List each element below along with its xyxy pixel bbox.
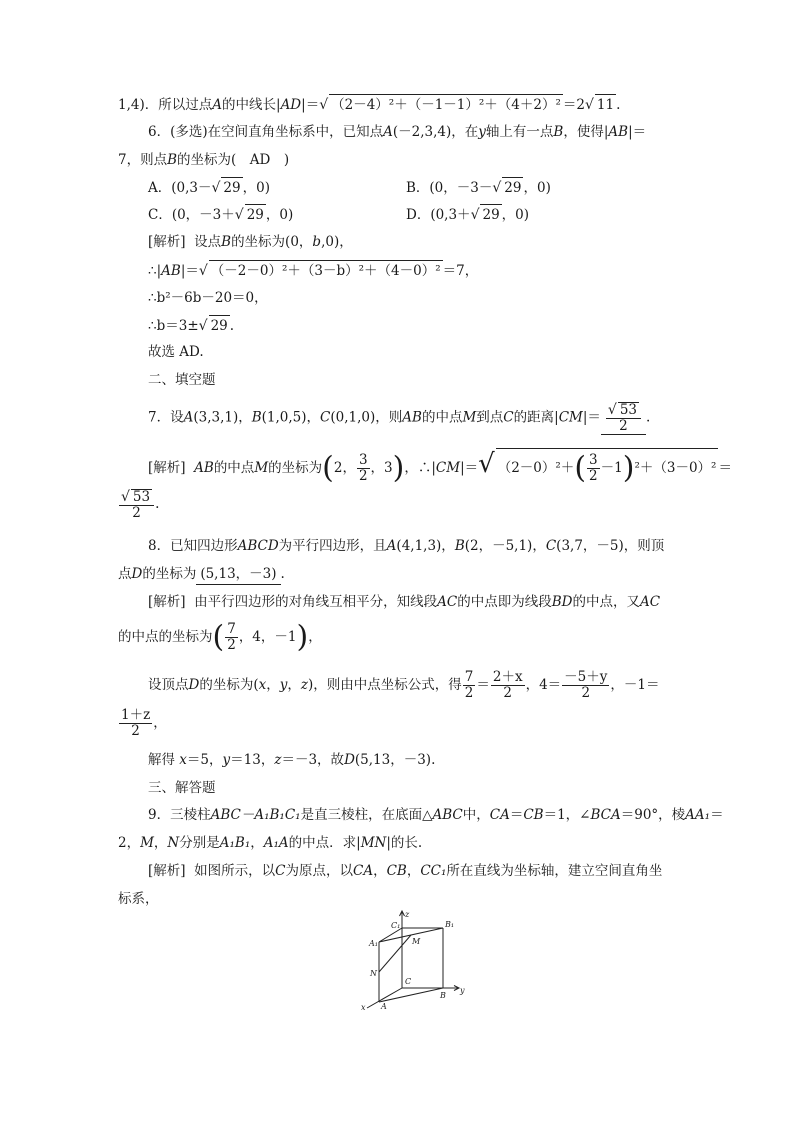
q6-solution-line4: ∴b＝3±√ 29 .	[148, 315, 234, 336]
q8-solution-line1: [解析] 由平行四边形的对角线互相平分，知线段AC的中点即为线段BD的中点，又AC	[148, 594, 661, 610]
label-n: N	[370, 969, 377, 978]
q9-stem-line1: 9．三棱柱ABC－A₁B₁C₁是直三棱柱，在底面△ABC中，CA＝CB＝1，∠BCA＝90°，棱AA₁＝	[148, 807, 724, 823]
q9-stem-line2: 2，M，N分别是A₁B₁，A₁A的中点．求|MN|的长.	[118, 835, 423, 851]
label-y: y	[460, 986, 465, 995]
q7-solution-line1: [解析] AB的中点M的坐标为(2， $\frac{3}{2}$ ，3)，∴|CM|＝√ （2－0）²＋( $\frac{3}{2}$ －1)²＋（3－0）² ＝	[148, 449, 732, 486]
q7-answer: $\frac{√ 53}{2}$	[601, 402, 646, 435]
label-z: z	[405, 910, 410, 919]
q6-solution-line3: ∴b²－6b－20＝0，	[148, 290, 268, 306]
q6-solution-line1: [解析] 设点B的坐标为(0，b,0)，	[148, 234, 353, 250]
label-x: x	[361, 1003, 366, 1012]
q5-conclusion-line: 1,4)．所以过点A的中线长|AD|＝√ （2－4）²＋（－1－1）²＋（4＋2）² ＝2√ 11 .	[118, 94, 620, 115]
q8-solution-line3: 设顶点D的坐标为(x，y，z)，则由中点坐标公式，得 $\frac{7}{2}$ ＝ $\frac{2+x}{2}$ ，4＝ $\frac{-5+y}{2}$ ，－1＝	[148, 669, 660, 701]
solution-tag: [解析]	[148, 460, 186, 476]
q6-option-a: A．(0,3－√ 29 ，0)	[148, 177, 270, 198]
solution-tag: [解析]	[148, 863, 186, 879]
q6-solution-line5: 故选 AD.	[148, 344, 204, 360]
q8-stem-line2: 点D的坐标为 (5,13，－3) .	[118, 564, 285, 585]
label-a: A	[381, 1002, 387, 1011]
q6-option-c: C．(0，－3＋√ 29 ，0)	[148, 204, 293, 225]
q6-option-b: B．(0，－3－√ 29 ，0)	[406, 177, 551, 198]
q7-solution-line2: $\frac{√ 53}{2}$ .	[121, 488, 160, 521]
q8-solution-line5: 解得 x＝5，y＝13，z＝－3，故D(5,13，－3).	[148, 752, 436, 768]
label-b: B	[440, 991, 446, 1000]
section-answer-title: 三、解答题	[148, 780, 216, 796]
q8-solution-line2: 的中点的坐标为( $\frac{7}{2}$ ，4，－1)，	[118, 619, 322, 655]
section-fill-in-title: 二、填空题	[148, 372, 216, 388]
solution-tag: [解析]	[148, 234, 186, 250]
q6-solution-line2: ∴|AB|＝√ （－2－0）²＋（3－b）²＋（4－0）² ＝7，	[148, 260, 478, 281]
q8-stem-line1: 8．已知四边形ABCD为平行四边形，且A(4,1,3)，B(2，－5,1)，C(3,7，－5)，则顶	[148, 538, 665, 554]
q9-solution-line2: 标系，	[118, 891, 159, 907]
q8-answer: (5,13，－3)	[196, 564, 280, 585]
q6-stem-line2: 7，则点B的坐标为( AD )	[118, 152, 290, 168]
edge-ab	[379, 988, 443, 1002]
q6-answer: AD	[249, 152, 271, 168]
q7-stem: 7．设A(3,3,1)，B(1,0,5)，C(0,1,0)，则AB的中点M到点C的距离|CM|＝ $\frac{√ 53}{2}$ .	[148, 402, 651, 434]
label-b1: B₁	[445, 920, 455, 929]
solution-tag: [解析]	[148, 594, 186, 610]
label-m: M	[412, 937, 421, 946]
q8-solution-line4: $\frac{1+z}{2}$ ，	[121, 707, 167, 739]
q6-option-d: D．(0,3＋√ 29 ，0)	[406, 204, 529, 225]
q6-stem-line1: 6．(多选)在空间直角坐标系中，已知点A(－2,3,4)，在y轴上有一点B，使得|AB|＝	[148, 124, 647, 140]
label-a1: A₁	[369, 939, 378, 948]
label-c: C	[405, 977, 412, 986]
q9-solution-line1: [解析] 如图所示，以C为原点，以CA，CB，CC₁所在直线为坐标轴，建立空间直角坐	[148, 863, 663, 879]
label-c1: C₁	[391, 921, 401, 930]
prism-coordinate-figure	[355, 908, 475, 1018]
